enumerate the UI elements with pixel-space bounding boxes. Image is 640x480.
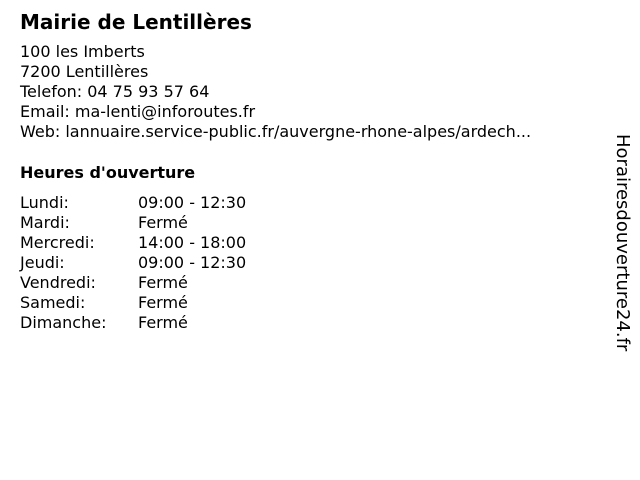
day-label: Dimanche: <box>20 313 107 332</box>
hours-row-thursday <box>20 253 246 273</box>
day-label: Mardi: <box>20 213 70 232</box>
day-label: Lundi: <box>20 193 69 212</box>
site-brand-vertical: Horairesdouverture24.fr <box>612 134 633 352</box>
hours-row-sunday <box>20 313 246 333</box>
day-hours: 09:00 - 12:30 <box>138 193 247 212</box>
hours-row-wednesday <box>20 233 246 253</box>
day-label: Vendredi: <box>20 273 96 292</box>
hours-row-tuesday <box>20 213 246 233</box>
day-hours: Fermé <box>138 313 188 332</box>
business-card <box>20 10 600 333</box>
address-city: 7200 Lentillères <box>20 62 149 81</box>
hours-row-saturday <box>20 293 246 313</box>
day-hours: 14:00 - 18:00 <box>138 233 247 252</box>
opening-hours-title: Heures d'ouverture <box>20 163 196 182</box>
opening-hours-table <box>20 193 246 333</box>
hours-row-monday <box>20 193 246 213</box>
day-hours: Fermé <box>138 273 188 292</box>
email-text: Email: ma-lenti@inforoutes.fr <box>20 102 256 121</box>
business-name: Mairie de Lentillères <box>20 10 252 34</box>
phone-text: Telefon: 04 75 93 57 64 <box>20 82 210 101</box>
day-hours: 09:00 - 12:30 <box>138 253 247 272</box>
day-hours: Fermé <box>138 293 188 312</box>
day-label: Jeudi: <box>20 253 65 272</box>
address-street: 100 les Imberts <box>20 42 145 61</box>
day-label: Mercredi: <box>20 233 95 252</box>
day-label: Samedi: <box>20 293 86 312</box>
hours-row-friday <box>20 273 246 293</box>
day-hours: Fermé <box>138 213 188 232</box>
web-text: Web: lannuaire.service-public.fr/auvergne-rhone-alpes/ardech... <box>20 122 532 141</box>
